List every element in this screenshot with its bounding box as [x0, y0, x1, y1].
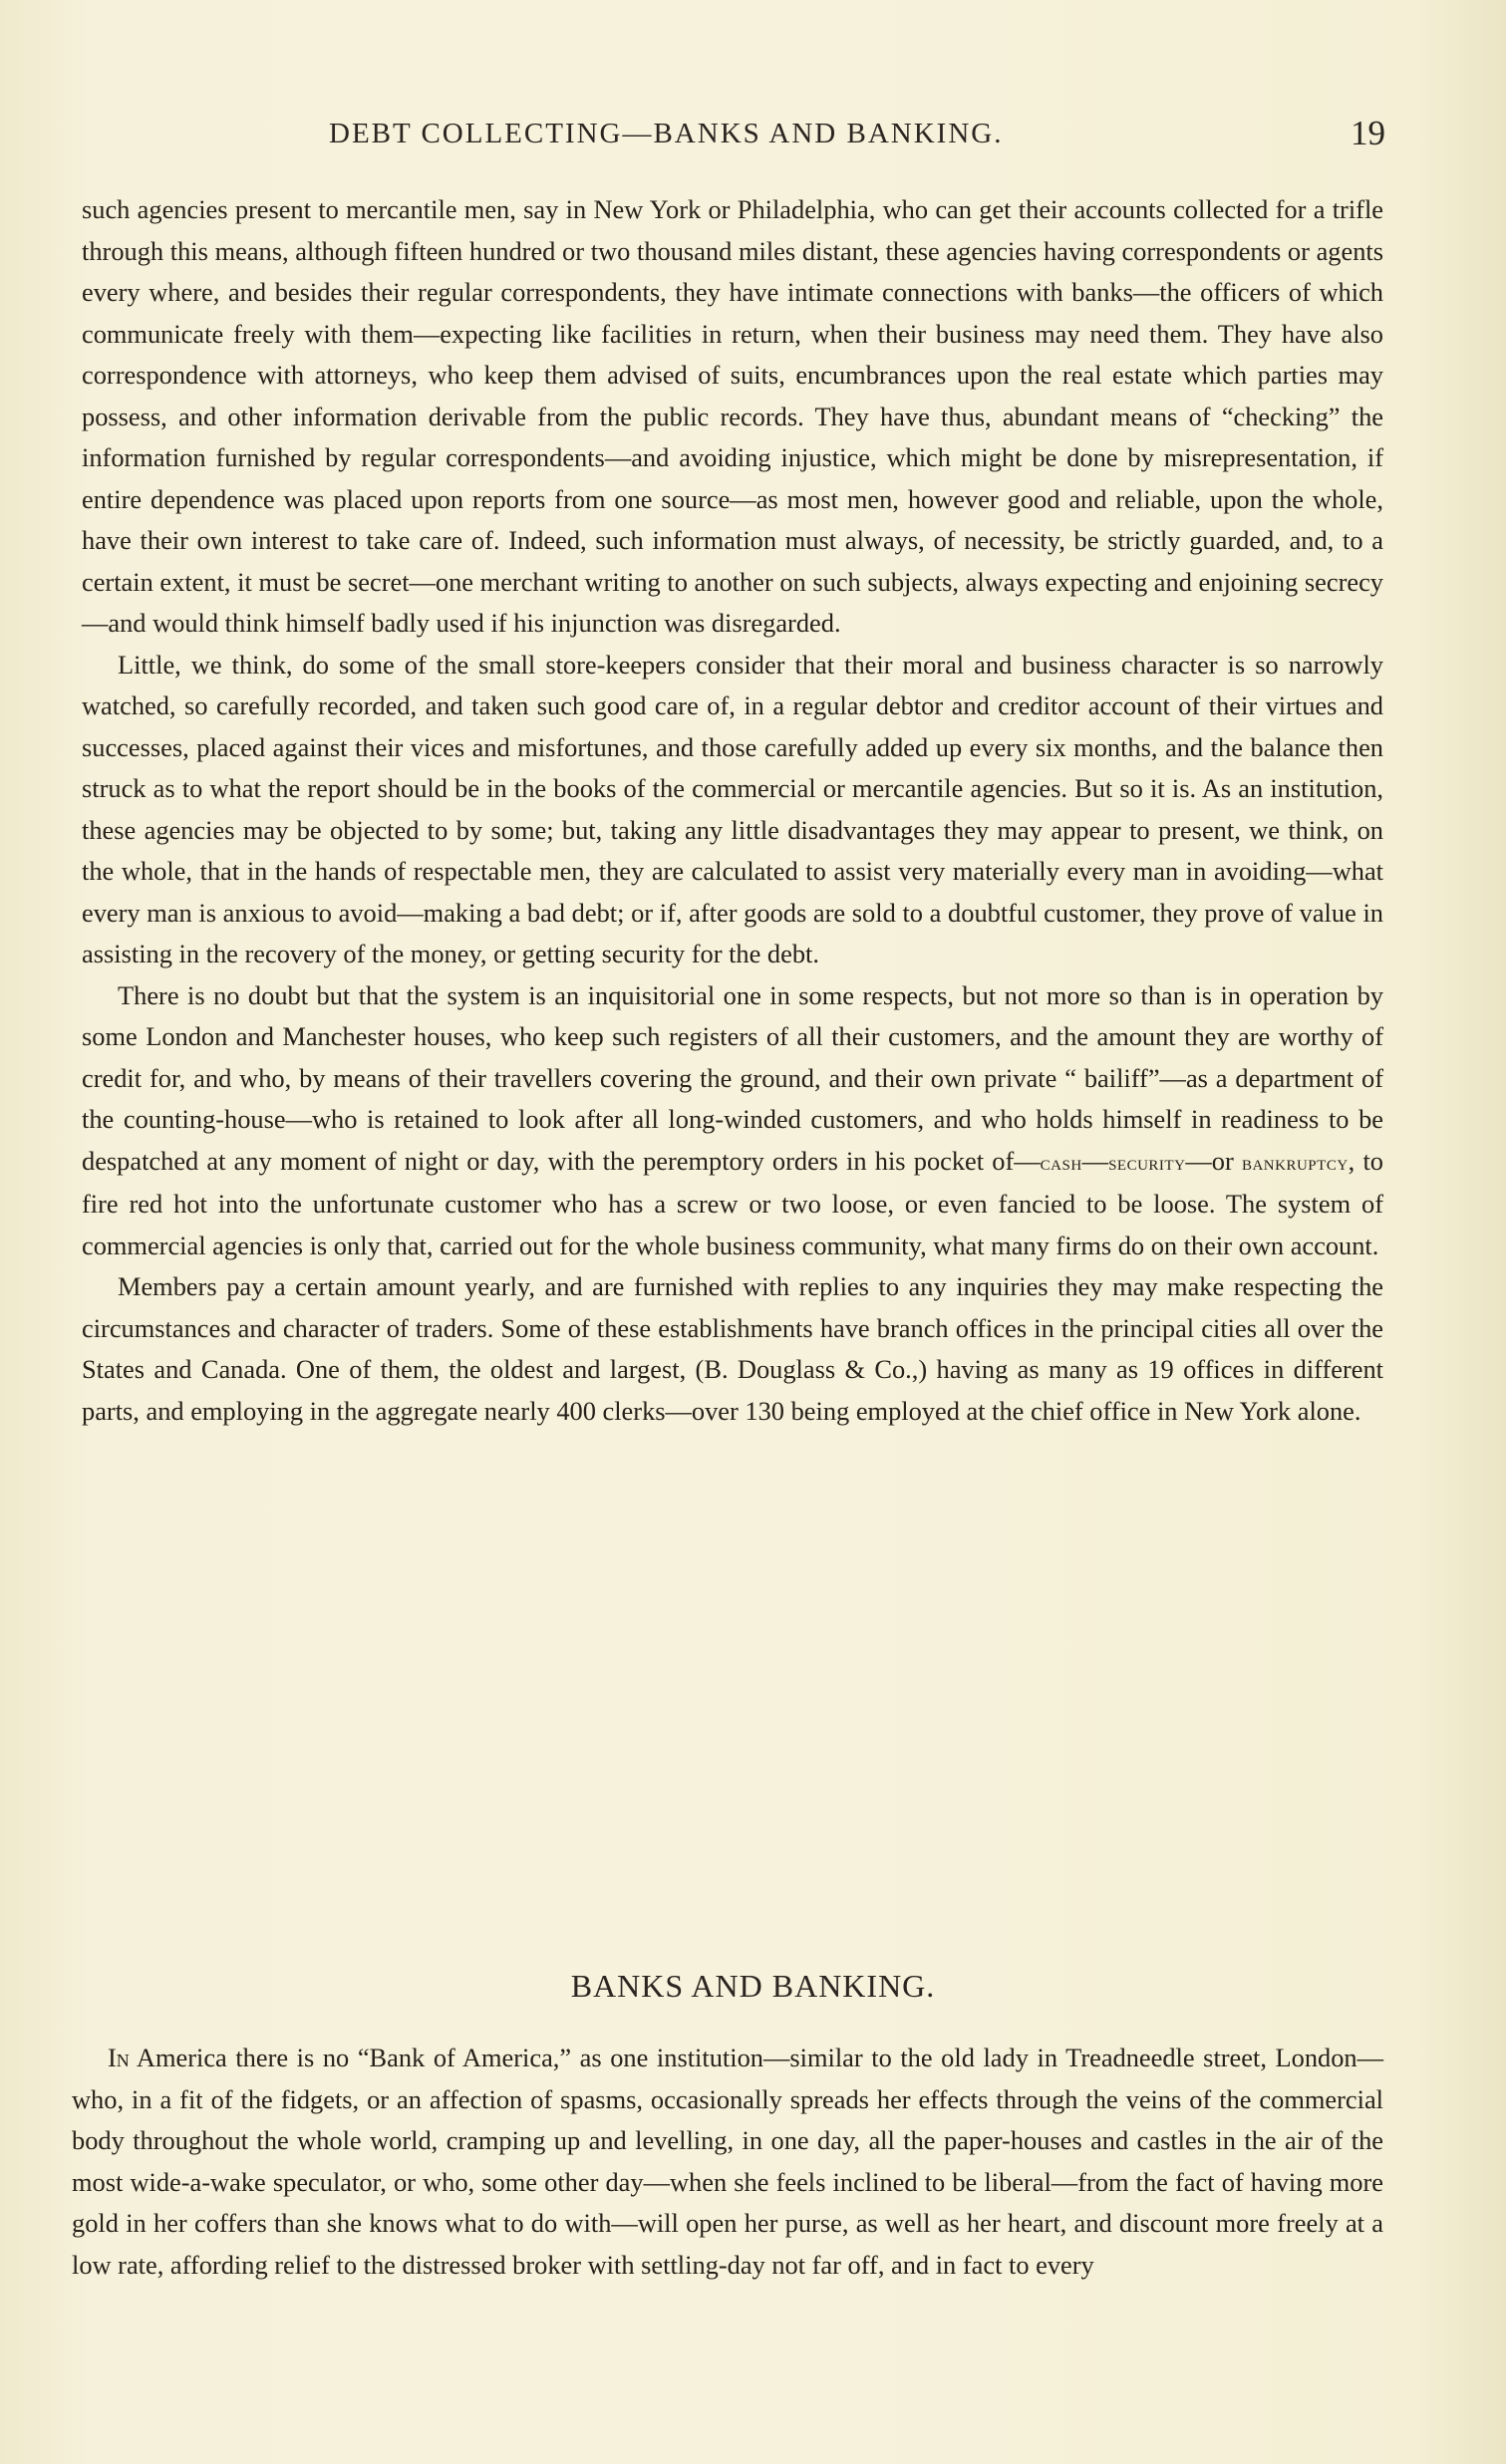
paragraph-3-bankruptcy: bankruptcy: [1241, 1150, 1349, 1175]
paragraph-3-cash: cash: [1040, 1150, 1082, 1175]
body-text: [82, 189, 1383, 1432]
paragraph-3: [82, 975, 1383, 1267]
section-paragraph-1: [72, 2038, 1383, 2286]
paragraph-3-text: There is no doubt but that the system is an inquisitorial one in some respects, but not more so than is in operation by some London and Manchester houses, who keep such registers of all their customers, and the amount they are worthy of credit for, and who, by means of their travellers covering the ground, and their own private “ bailiff”—as a department of the counting-house—who is retained to look after all long-winded customers, and who holds himself in readiness to be despatched at any moment of night or day, with the peremptory orders in his pocket of—: [82, 979, 1383, 1176]
paragraph-2: Little, we think, do some of the small store-keepers consider that their moral and business character is so narrowly watched, so carefully recorded, and taken such good care of, in a regular debtor and creditor account of their virtues and successes, placed against their vices and misfortunes, and those carefully added up every six months, and the balance then struck as to what the report should be in the books of the commercial or mercantile agencies. But so it is. As an institution, these agencies may be objected to by some; but, taking any little disadvantages they may appear to present, we think, on the whole, that in the hands of respectable men, they are calculated to assist very materially every man in avoiding—what every man is anxious to avoid—making a bad debt; or if, after goods are sold to a doubtful customer, they prove of value in assisting in the recovery of the money, or getting security for the debt.: [82, 649, 1383, 968]
section-heading: BANKS AND BANKING.: [570, 1968, 936, 2004]
paragraph-1: such agencies present to mercantile men, say in New York or Philadelphia, who can get their accounts collected for a trifle through this means, although fifteen hundred or two thousand miles distant, these agencies having correspondents or agents every where, and besides their regular correspondents, they have intimate connections with banks—the officers of which communicate freely with them—expecting like facilities in return, when their business may need them. They have also correspondence with attorneys, who keep them advised of suits, encumbrances upon the real estate which parties may possess, and other information derivable from the public records. They have thus, abundant means of “checking” the information furnished by regular correspondents—and avoiding injustice, which might be done by misrepresentation, if entire dependence was placed upon reports from one source—as most men, however good and reliable, upon the whole, have their own interest to take care of. Indeed, such information must always, of necessity, be strictly guarded, and, to a certain extent, it must be secret—one merchant writing to another on such subjects, always expecting and enjoining secrecy—and would think himself badly used if his injunction was disregarded.: [82, 194, 1383, 638]
section-lead-word: In: [108, 2043, 130, 2072]
section-text: [72, 2038, 1383, 2286]
section-paragraph-text: America there is no “Bank of America,” as one institution—similar to the old lady in Treadneedle street, London—who, in a fit of the fidgets, or an affection of spasms, occasionally spreads her effects through the veins of the commercial body throughout the whole world, cramping up and levelling, in one day, all the paper-houses and castles in the air of the most wide-a-wake speculator, or who, some other day—when she feels inclined to be liberal—from the fact of having more gold in her coffers than she knows what to do with—will open her purse, as well as her heart, and discount more freely at a low rate, affording relief to the distressed broker with settling-day not far off, and in fact to every: [72, 2043, 1383, 2280]
paragraph-3-rest: , to fire red hot into the unfortunate customer who has a screw or two loose, or even fancied to be loose. The system of commercial agencies is only that, carried out for the whole business community, what many firms do on their own account.: [82, 1145, 1383, 1260]
page-number: 19: [1351, 114, 1385, 152]
paragraph-4: Members pay a certain amount yearly, and are furnished with replies to any inquiries they may make respecting the circumstances and character of traders. Some of these establishments have branch offices in the principal cities all over the States and Canada. One of them, the oldest and largest, (B. Douglass & Co.,) having as many as 19 offices in different parts, and employing in the aggregate nearly 400 clerks—over 130 being employed at the chief office in New York alone.: [82, 1271, 1383, 1426]
paragraph-3-security: security: [1108, 1150, 1186, 1175]
paragraph-3-dash: —: [1081, 1145, 1109, 1176]
running-head: [329, 114, 1385, 163]
running-title: DEBT COLLECTING—BANKS AND BANKING.: [329, 118, 1004, 149]
paragraph-3-or: —or: [1185, 1145, 1242, 1176]
